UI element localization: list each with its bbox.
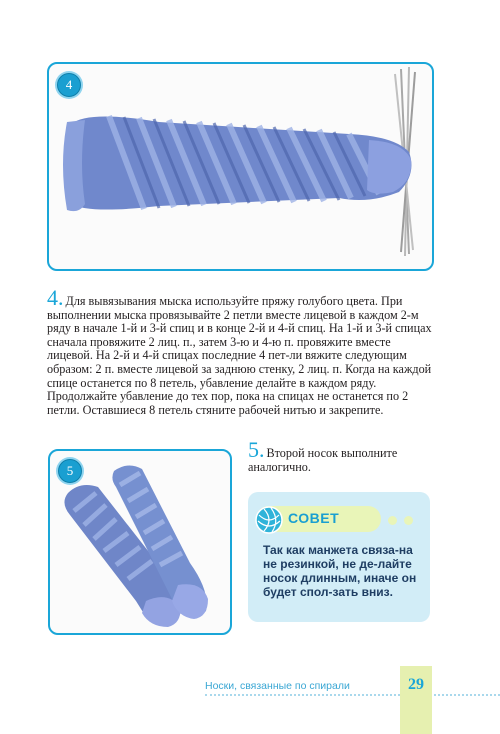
step-instructions: Для вывязывания мыска используйте пряжу голубого цвета. При выполнении мыска провязывайте 2 петли вместе лицевой в каждом 2-м ряду в начале 1-й и 3-й спиц и в конце 2-й и 4-й спиц. На 1-й и 3-й спицах сначала провяжите 2 лиц. п., затем 3-ю и 4-ю п. провяжите вместе лицевой. На 2-й и 4-й спицах последние 4 пет-ли вяжите следующим образом: 2 п. вместе лицевой за заднюю стенку, 2 лиц. п. Когда на каждой спице останется по 8 петель, убавление делайте в каждом ряду. Продолжайте убавление до тех пор, пока на спицах не останется по 2 петли. Оставшиеся 8 петель стяните рабочей нитью и закрепите. [47,294,432,417]
step-number: 5. [248,437,265,462]
page-number: 29 [408,676,424,693]
step-4-text-block [47,285,439,417]
tip-box [248,492,430,622]
running-footer-title: Носки, связанные по спирали [205,680,350,692]
tip-label: СОВЕТ [288,510,340,526]
photo-number-badge: 4 [57,73,81,97]
tip-text: Так как манжета связа-на не резинкой, не де-лайте носок длинным, иначе он будет спол-зать вниз. [263,543,417,599]
step-instructions: Второй носок выполните аналогично. [248,446,398,474]
footer-dotted-line [205,694,500,696]
step-number: 4. [47,285,64,310]
decorative-dot [388,516,397,525]
photo-step-4 [47,62,434,271]
photo-step-5 [48,449,232,635]
step-5-text-block [248,437,433,474]
sock-on-needles-illustration [49,64,432,269]
photo-number-badge: 5 [58,459,82,483]
yarn-ball-icon [254,505,284,535]
decorative-dot [404,516,413,525]
